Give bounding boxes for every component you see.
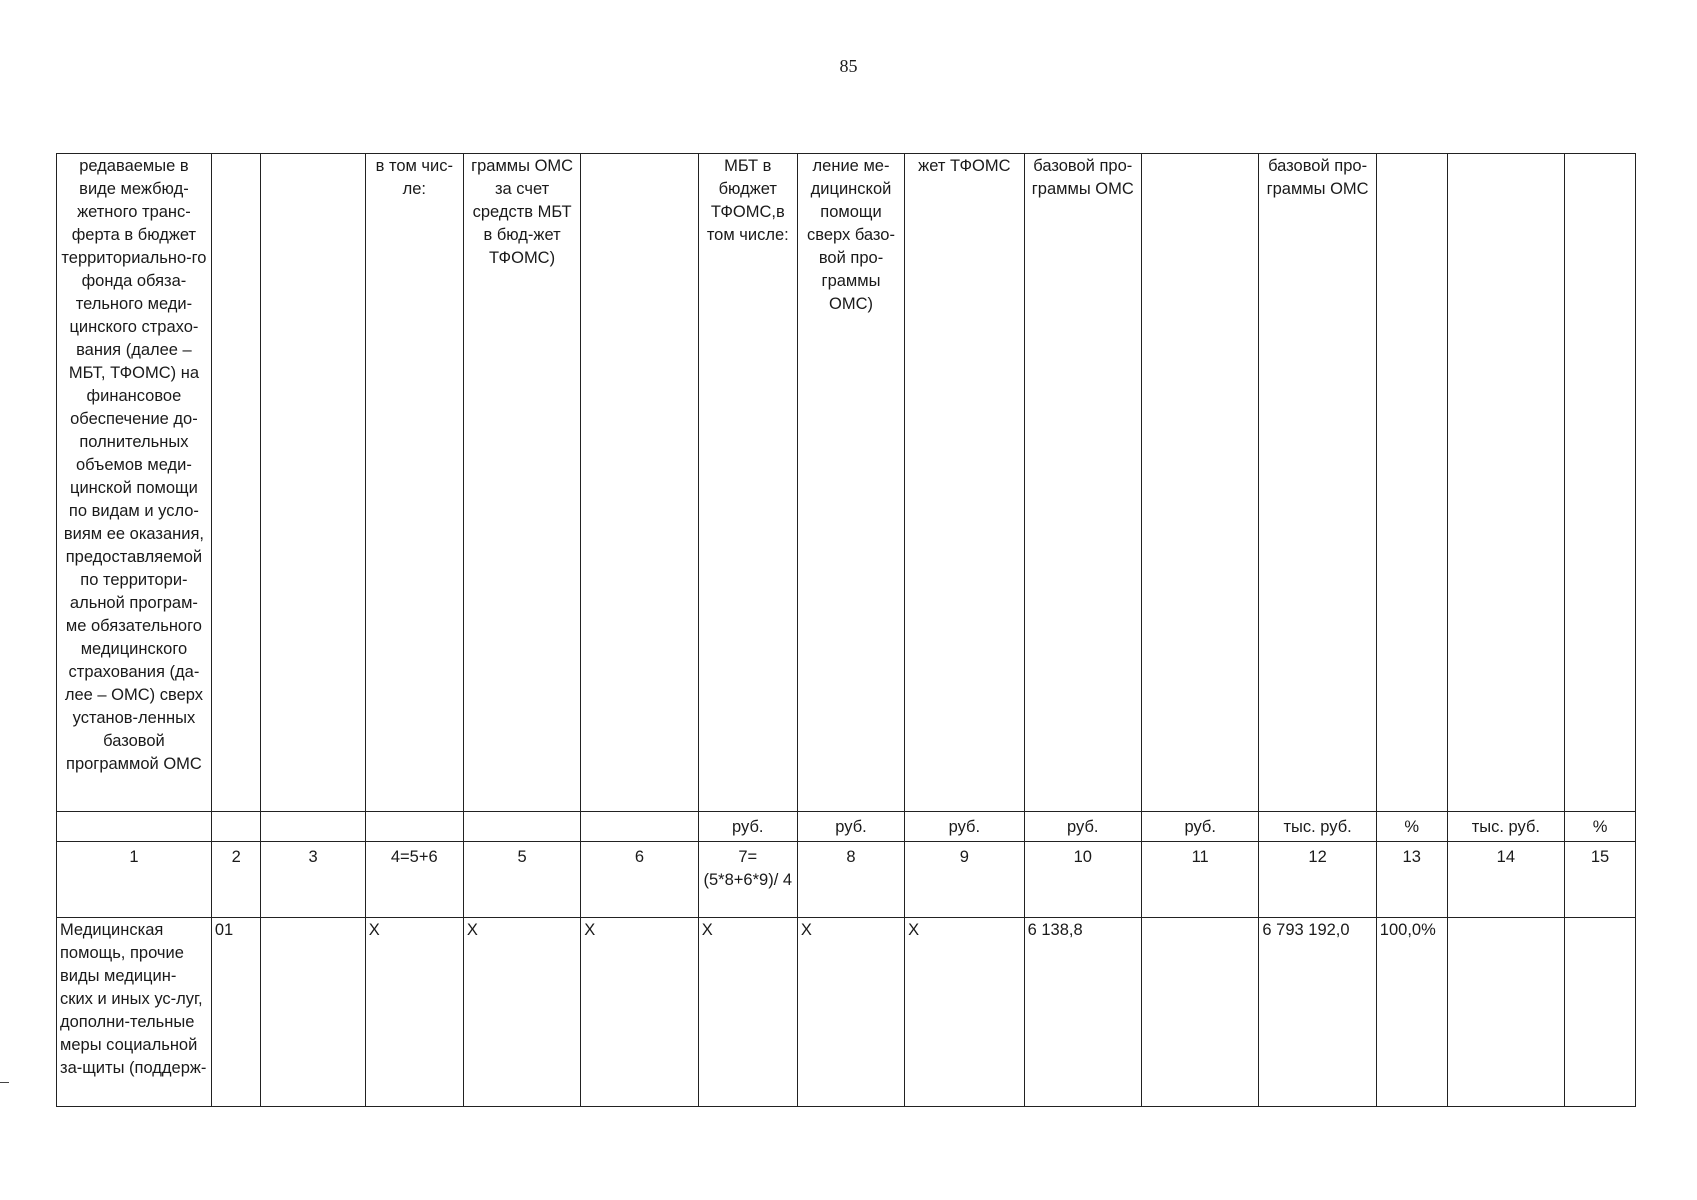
- unit-cell-15: %: [1565, 812, 1636, 842]
- header-cell-11: [1141, 154, 1258, 812]
- data-cell-12: 6 793 192,0: [1259, 918, 1376, 1107]
- data-cell-15: [1565, 918, 1636, 1107]
- unit-cell-12: тыс. руб.: [1259, 812, 1376, 842]
- column-number-5: 5: [463, 842, 580, 918]
- unit-cell-13: %: [1376, 812, 1447, 842]
- header-cell-6: [581, 154, 698, 812]
- data-cell-13: 100,0%: [1376, 918, 1447, 1107]
- header-cell-14: [1447, 154, 1564, 812]
- column-number-1: 1: [57, 842, 212, 918]
- data-cell-7: X: [698, 918, 797, 1107]
- margin-mark: [0, 1082, 9, 1083]
- column-number-10: 10: [1024, 842, 1141, 918]
- header-cell-5: граммы ОМС за счет средств МБТ в бюд-жет ТФОМС): [463, 154, 580, 812]
- data-cell-4: X: [365, 918, 463, 1107]
- data-cell-9: X: [905, 918, 1024, 1107]
- header-cell-12: базовой про-граммы ОМС: [1259, 154, 1376, 812]
- header-cell-15: [1565, 154, 1636, 812]
- column-numbers-row: [57, 842, 1636, 918]
- data-cell-6: X: [581, 918, 698, 1107]
- column-number-8: 8: [797, 842, 904, 918]
- unit-cell-6: [581, 812, 698, 842]
- data-cell-11: [1141, 918, 1258, 1107]
- header-cell-4: в том чис-ле:: [365, 154, 463, 812]
- page-number: 85: [839, 56, 858, 76]
- unit-cell-10: руб.: [1024, 812, 1141, 842]
- unit-cell-8: руб.: [797, 812, 904, 842]
- header-cell-10: базовой про-граммы ОМС: [1024, 154, 1141, 812]
- column-number-14: 14: [1447, 842, 1564, 918]
- header-cell-9: жет ТФОМС: [905, 154, 1024, 812]
- column-number-11: 11: [1141, 842, 1258, 918]
- header-cell-1: редаваемые в виде межбюд-жетного транс-ферта в бюджет территориально-го фонда обяза-тельного меди-цинского страхо-вания (далее – МБТ, ТФОМС) на финансовое обеспечение до-полнительных объемов меди-цинской помощи по видам и усло-виям ее оказания, предоставляемой по территори-альной програм-ме обязательного медицинского страхования (да-лее – ОМС) сверх установ-ленных базовой программой ОМС: [57, 154, 212, 812]
- unit-cell-7: руб.: [698, 812, 797, 842]
- data-cell-2: 01: [211, 918, 261, 1107]
- data-cell-10: 6 138,8: [1024, 918, 1141, 1107]
- column-number-13: 13: [1376, 842, 1447, 918]
- column-number-2: 2: [211, 842, 261, 918]
- unit-cell-11: руб.: [1141, 812, 1258, 842]
- unit-cell-3: [261, 812, 365, 842]
- header-cell-13: [1376, 154, 1447, 812]
- data-cell-14: [1447, 918, 1564, 1107]
- header-cell-3: [261, 154, 365, 812]
- column-number-7: 7= (5*8+6*9)/ 4: [698, 842, 797, 918]
- data-cell-3: [261, 918, 365, 1107]
- column-number-4: 4=5+6: [365, 842, 463, 918]
- column-number-3: 3: [261, 842, 365, 918]
- unit-cell-1: [57, 812, 212, 842]
- header-cell-2: [211, 154, 261, 812]
- data-cell-5: X: [463, 918, 580, 1107]
- unit-cell-5: [463, 812, 580, 842]
- unit-cell-2: [211, 812, 261, 842]
- column-number-6: 6: [581, 842, 698, 918]
- header-cell-7: МБТ в бюджет ТФОМС,в том числе:: [698, 154, 797, 812]
- column-number-9: 9: [905, 842, 1024, 918]
- table-header-row: [57, 154, 1636, 812]
- data-cell-1: Медицинская помощь, прочие виды медицин-ских и иных ус-луг, дополни-тельные меры социальной за-щиты (поддерж-: [57, 918, 212, 1107]
- unit-cell-14: тыс. руб.: [1447, 812, 1564, 842]
- unit-cell-4: [365, 812, 463, 842]
- table-row: [57, 918, 1636, 1107]
- units-row: [57, 812, 1636, 842]
- column-number-12: 12: [1259, 842, 1376, 918]
- budget-table: [56, 153, 1636, 1107]
- data-cell-8: X: [797, 918, 904, 1107]
- column-number-15: 15: [1565, 842, 1636, 918]
- header-cell-8: ление ме-дицинской помощи сверх базо-вой про-граммы ОМС): [797, 154, 904, 812]
- unit-cell-9: руб.: [905, 812, 1024, 842]
